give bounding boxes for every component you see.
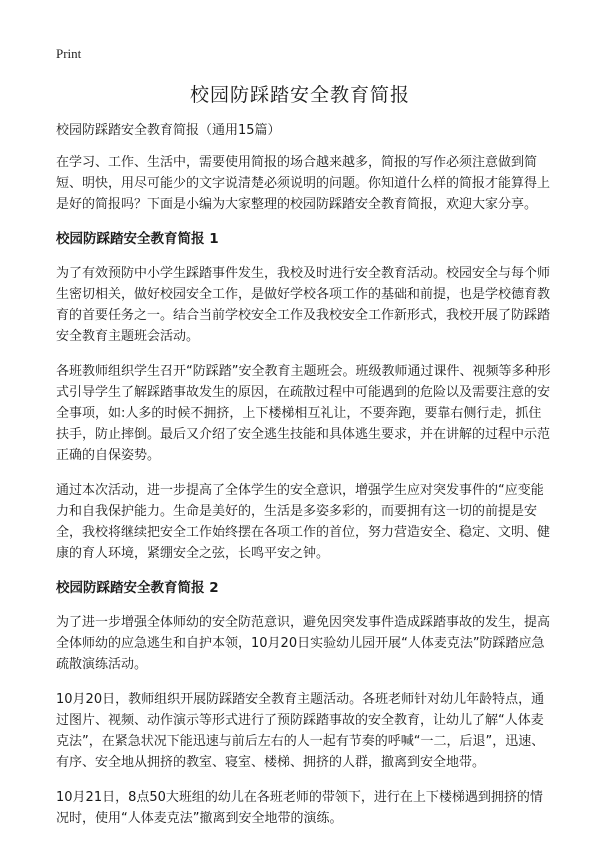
section-1-paragraph-1: 为了有效预防中小学生踩踏事件发生，我校及时进行安全教育活动。校园安全与每个师生密切相关，做好校园安全工作，是做好学校各项工作的基础和前提，也是学校德育教育的首要任务之一。结合当前学校安全工作及我校安全工作新形式，我校开展了防踩踏安全教育主题班会活动。 xyxy=(56,266,551,344)
section-2-paragraph-1: 为了进一步增强全体师幼的安全防范意识，避免因突发事件造成踩踏事故的发生，提高全体师幼的应急逃生和自护本领，10月20日实验幼儿园开展“人体麦克法”防踩踏应急疏散演练活动。 xyxy=(56,615,551,672)
section-1-paragraph-2: 各班教师组织学生召开“防踩踏”安全教育主题班会。班级教师通过课件、视频等多种形式引导学生了解踩踏事故发生的原因，在疏散过程中可能遇到的危险以及需要注意的安全事项，如:人多的时候不拥挤，上下楼梯相互礼让，不要奔跑，要靠右侧行走，抓住扶手，防止摔倒。最后又介绍了安全逃生技能和具体逃生要求，并在讲解的过程中示范正确的自保姿势。 xyxy=(56,364,551,463)
document-body xyxy=(56,120,552,843)
section-2-paragraph-2: 10月20日，教师组织开展防踩踏安全教育主题活动。各班老师针对幼儿年龄特点，通过图片、视频、动作演示等形式进行了预防踩踏事故的安全教育，让幼儿了解“人体麦克法”，在紧急状况下能迅速与前后左右的人一起有节奏的呼喊“一二，后退”，迅速、有序、安全地从拥挤的教室、寝室、楼梯、拥挤的人群，撤离到安全地带。 xyxy=(56,692,545,770)
section-1-paragraph-3: 通过本次活动，进一步提高了全体学生的安全意识，增强学生应对突发事件的“应变能力和自我保护能力。生命是美好的，生活是多姿多彩的，而要拥有这一切的前提是安全，我校将继续把安全工作始终摆在各项工作的首位，努力营造安全、稳定、文明、健康的育人环境，紧绷安全之弦，长鸣平安之钟。 xyxy=(56,483,551,561)
section-heading-2: 校园防踩踏安全教育简报 2 xyxy=(56,580,219,596)
document-subtitle: 校园防踩踏安全教育简报（通用15篇） xyxy=(56,123,281,138)
section-heading-1: 校园防踩踏安全教育简报 1 xyxy=(56,231,219,247)
section-2-paragraph-3: 10月21日，8点50大班组的幼儿在各班老师的带领下，进行在上下楼梯遇到拥挤的情况时，使用“人体麦克法”撤离到安全地带的演练。 xyxy=(56,790,543,826)
document-title: 校园防踩踏安全教育简报 xyxy=(189,84,410,106)
intro-paragraph: 在学习、工作、生活中，需要使用简报的场合越来越多，简报的写作必须注意做到简短、明快，用尽可能少的文字说清楚必须说明的问题。你知道什么样的简报才能算得上是好的简报吗？下面是小编为大家整理的校园防踩踏安全教育简报，欢迎大家分享。 xyxy=(56,155,551,212)
print-link[interactable]: Print xyxy=(56,46,82,61)
